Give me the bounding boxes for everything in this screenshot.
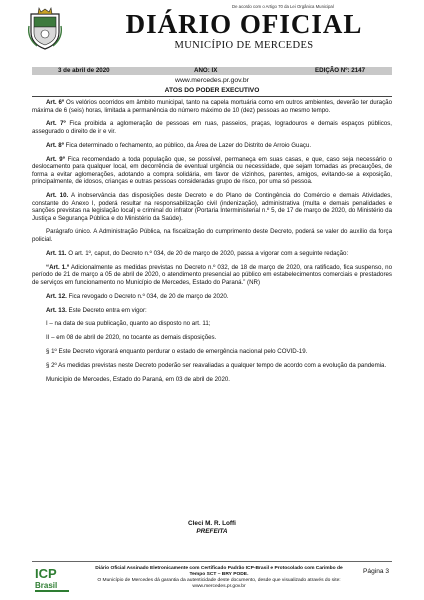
legal-note: De acordo com o Artigo 70 da Lei Orgânica Municipal bbox=[232, 4, 334, 9]
article-1-quote: “Art. 1.º Adicionalmente as medidas previstas no Decreto n.º 032, de 18 de março de 2020, ora ratificado, fica suspenso, no período de 21 de março a 05 de abril de 2020, o atendimento presencial ao público em estabelecimentos comerciais e prestadores de serviços em funcionamento no Município de Mercedes, Estado do Paraná.” (NR) bbox=[32, 263, 392, 286]
section-title: ATOS DO PODER EXECUTIVO bbox=[164, 87, 260, 94]
section-divider bbox=[32, 96, 392, 97]
footer-certification: Diário Oficial Assinado Eletronicamente com Certificado Padrão ICP-Brasil e Protocolado com Carimbo de Tempo SCT – BRY PODE. bbox=[95, 566, 343, 577]
footer-divider bbox=[32, 561, 392, 562]
single-paragraph: Parágrafo único. A Administração Pública, na fiscalização do cumprimento deste Decreto, poderá se valer do auxílio da força policial. bbox=[32, 228, 392, 243]
article-12: Art. 12. Fica revogado o Decreto n.º 034, de 20 de março de 2020. bbox=[46, 292, 229, 300]
footer-authenticity: O Município de Mercedes dá garantia da autenticidade deste documento, desde que visualizado através do site: www.mercedes.pr.gov.br bbox=[97, 578, 341, 589]
item-ii: II – em 08 de abril de 2020, no tocante as demais disposições. bbox=[46, 334, 217, 342]
article-10: Art. 10. A inobservância das disposições deste Decreto e do Plano de Contingência do Comércio e demais Atividades, constante do Anexo I, poderá resultar na responsabilização civil (indenização), administrativa (multa e demais penalidades e sanções previstas na legislação local) e criminal do infrator (Portaria Interministerial n.º 5, de 17 de março de 2020, do Ministério da Justiça e Segurança Pública e do Ministério da Saúde). bbox=[32, 192, 392, 222]
place-date-line: Município de Mercedes, Estado do Paraná, em 03 de abril de 2020. bbox=[46, 375, 230, 383]
article-13: Art. 13. Este Decreto entra em vigor: bbox=[46, 306, 147, 314]
item-i: I – na data de sua publicação, quanto ao disposto no art. 11; bbox=[46, 320, 211, 328]
article-6: Art. 6º Os velórios ocorridos em âmbito municipal, tanto na capela mortuária como em outros ambientes, deverão ter duração máxima de 6 (seis) horas, limitada a permanência do número máximo de 10 (dez) pessoas ao mesmo tempo. bbox=[32, 99, 392, 114]
signatory-name: Cleci M. R. Loffi bbox=[188, 520, 236, 527]
municipal-crest-icon bbox=[27, 6, 63, 50]
svg-text:Brasil: Brasil bbox=[35, 581, 58, 590]
edition-date: 3 de abril de 2020 bbox=[58, 67, 110, 74]
svg-text:ICP: ICP bbox=[35, 566, 57, 581]
icp-brasil-logo-icon bbox=[32, 564, 72, 594]
paragraph-2: § 2º As medidas previstas neste Decreto poderão ser reavaliadas a qualquer tempo de acordo com a evolução da pandemia. bbox=[46, 362, 387, 370]
decree-body bbox=[32, 99, 392, 390]
edition-number: EDIÇÃO Nº: 2147 bbox=[315, 67, 366, 74]
newspaper-title: DIÁRIO OFICIAL bbox=[125, 9, 363, 39]
edition-year: ANO: IX bbox=[194, 67, 218, 74]
article-8: Art. 8º Fica determinado o fechamento, ao público, da Área de Lazer do Distrito de Arroio Guaçu. bbox=[46, 141, 312, 149]
article-7: Art. 7º Fica proibida a aglomeração de pessoas em ruas, passeios, praças, logradouros e demais espaços públicos, assegurado o direito de ir e vir. bbox=[32, 120, 392, 135]
paragraph-1: § 1º Este Decreto vigorará enquanto perdurar o estado de emergência nacional pelo COVID-19. bbox=[46, 348, 308, 356]
article-11: Art. 11. O art. 1º, caput, do Decreto n.º 034, de 20 de março de 2020, passa a vigorar com a seguinte redação: bbox=[46, 249, 349, 257]
page-number: Página 3 bbox=[363, 568, 390, 575]
website-link[interactable]: www.mercedes.pr.gov.br bbox=[175, 77, 249, 84]
municipality-name: MUNICÍPIO DE MERCEDES bbox=[174, 40, 314, 51]
article-9: Art. 9º Fica recomendado a toda população que, se possível, permaneça em suas casas, e que, caso seja necessário o deslocamento para qualquer local, em decorrência de eventual urgência ou necessidade, que sejam tomadas as precauções, de forma a evitar aglomerações, adotando a compra solidária, em favor de vizinhos, parentes, amigos, evitando-se a exposição, principalmente, de idosos, crianças e outras pessoas consideradas grupo de risco, por uma só pessoa. bbox=[32, 155, 392, 186]
edition-info-bar bbox=[32, 67, 392, 75]
signatory-role: PREFEITA bbox=[196, 528, 228, 535]
